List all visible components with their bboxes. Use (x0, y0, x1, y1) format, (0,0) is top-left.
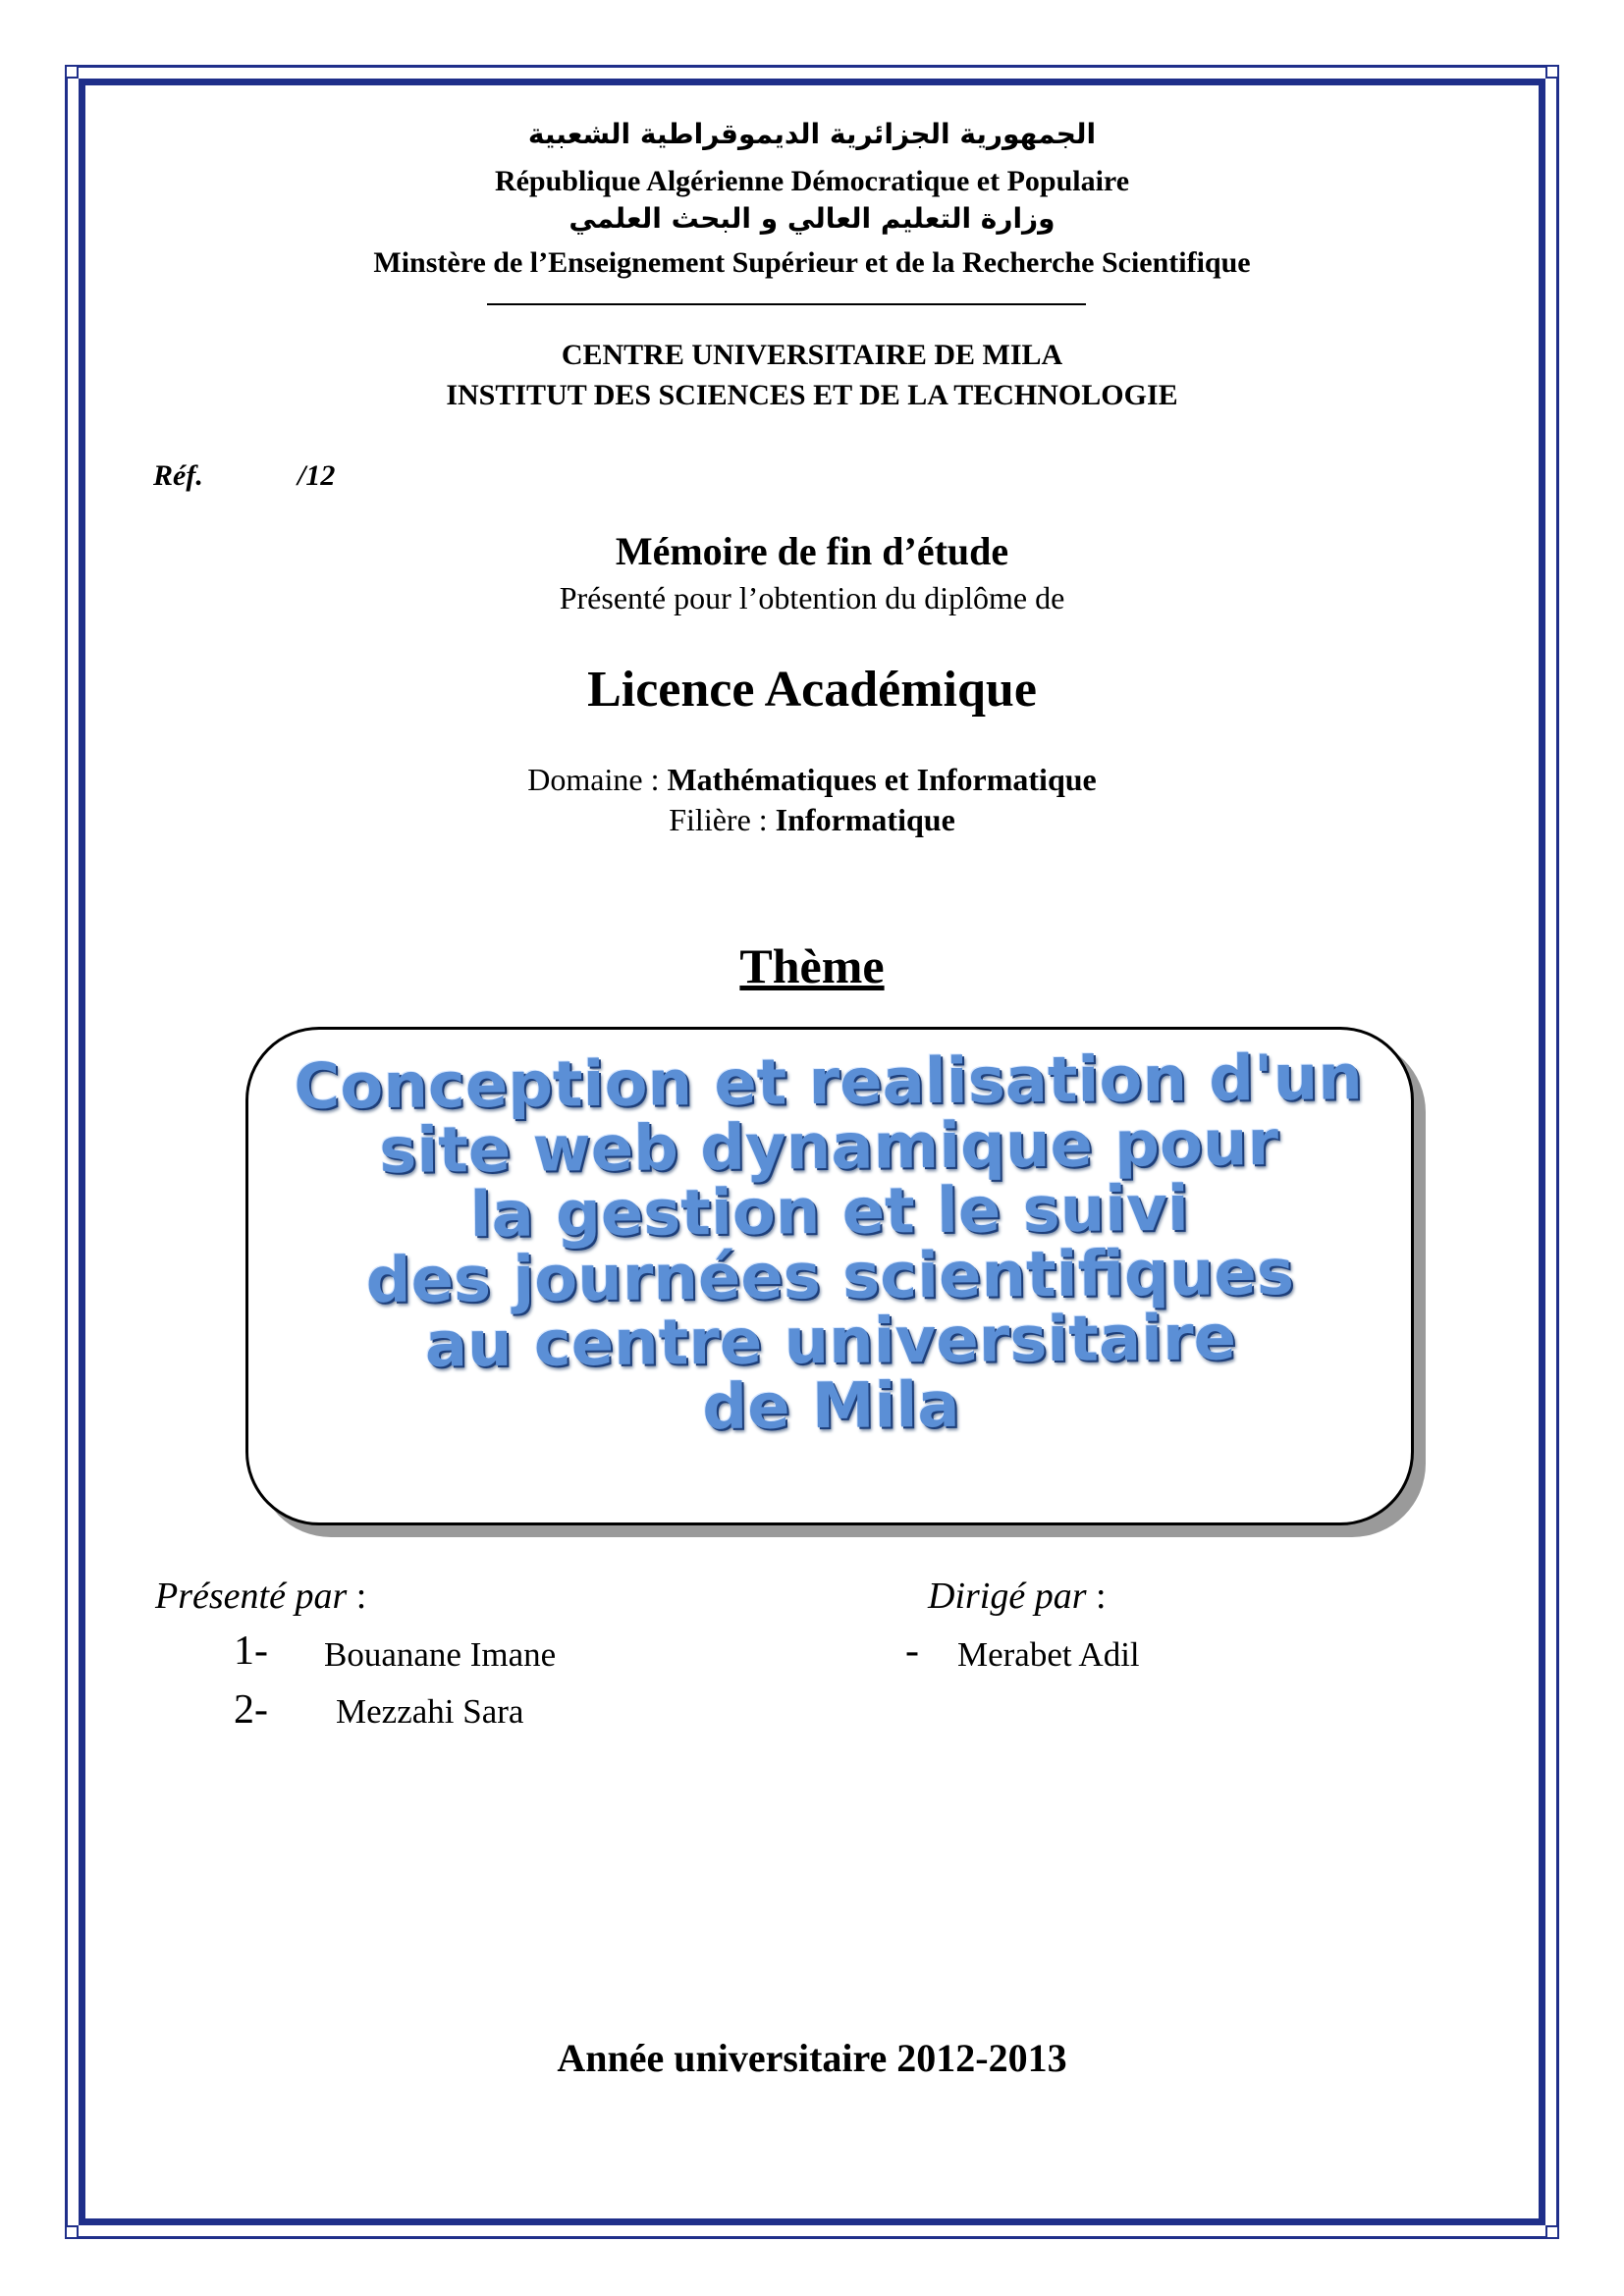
theme-line: Conception et realisation d'un (294, 1041, 1364, 1124)
presented-by-label (155, 1575, 366, 1618)
border-corner-bottom-right (1545, 2225, 1559, 2239)
directed-by-label (928, 1575, 1107, 1618)
directed-by-colon: : (1096, 1575, 1107, 1617)
centre-name: CENTRE UNIVERSITAIRE DE MILA (561, 339, 1063, 371)
theme-line: des journées scientifiques (365, 1236, 1295, 1318)
border-corner-bottom-left (65, 2225, 79, 2239)
student-number: 1- (234, 1629, 268, 1674)
filiere-value: Informatique (775, 802, 955, 837)
domaine-line (0, 762, 1624, 798)
arabic-republic-title: الجمهورية الجزائرية الديموقراطية الشعبية (527, 118, 1097, 150)
filiere-label: Filière : (669, 802, 768, 837)
filiere-line (0, 802, 1624, 838)
theme-line: la gestion et le suivi (469, 1172, 1190, 1253)
ref-label: Réf. (153, 459, 203, 492)
header-divider (487, 303, 1086, 305)
ref-value: /12 (298, 459, 336, 492)
arabic-ministry-title: وزارة التعليم العالي و البحث العلمي (568, 202, 1056, 235)
theme-line: au centre universitaire (424, 1302, 1237, 1382)
border-corner-top-right (1545, 65, 1559, 79)
memoire-title: Mémoire de fin d’étude (615, 529, 1009, 573)
student-number: 2- (234, 1687, 268, 1733)
theme-heading: Thème (739, 938, 885, 993)
ministry-title: Minstère de l’Enseignement Supérieur et de la Recherche Scientifique (373, 246, 1251, 279)
diploma-title: Licence Académique (587, 662, 1037, 718)
theme-line: de Mila (701, 1368, 960, 1445)
border-corner-top-left (65, 65, 79, 79)
republic-title: République Algérienne Démocratique et Populaire (494, 165, 1130, 197)
supervisor-name: Merabet Adil (957, 1635, 1140, 1674)
institut-name: INSTITUT DES SCIENCES ET DE LA TECHNOLOGIE (446, 379, 1178, 411)
academic-year: Année universitaire 2012-2013 (557, 2036, 1067, 2080)
student-name: Mezzahi Sara (336, 1692, 524, 1731)
domaine-label: Domaine : (527, 762, 660, 797)
memoire-subtitle: Présenté pour l’obtention du diplôme de (559, 580, 1065, 615)
domaine-value: Mathématiques et Informatique (667, 762, 1097, 797)
presented-by-colon: : (355, 1575, 367, 1617)
presented-by-text: Présenté par (155, 1575, 348, 1617)
directed-by-text: Dirigé par (928, 1575, 1087, 1617)
theme-title (244, 1041, 1415, 1445)
student-name: Bouanane Imane (324, 1635, 557, 1674)
supervisor-dash: - (905, 1629, 919, 1674)
theme-line: site web dynamique pour (378, 1107, 1279, 1188)
